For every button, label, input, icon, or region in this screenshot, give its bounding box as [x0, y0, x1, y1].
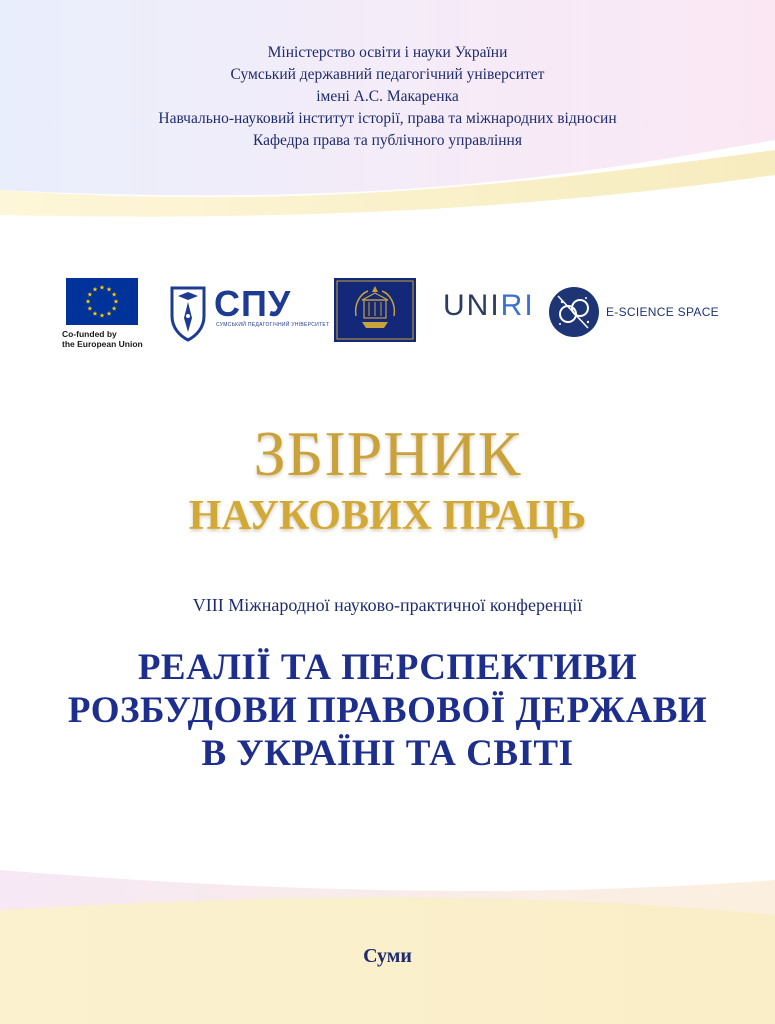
headline-line-1: РЕАЛІЇ ТА ПЕРСПЕКТИВИ: [137, 647, 638, 688]
headline-line-2: РОЗБУДОВИ ПРАВОВОЇ ДЕРЖАВИ: [67, 690, 708, 731]
partner-logos: [0, 276, 775, 356]
bottom-wave-background: [0, 860, 775, 1024]
uniri-text-main: UNI: [443, 289, 501, 322]
ministry-line: Міністерство освіти і науки України: [267, 44, 508, 61]
conference-line: VIII Міжнародної науково-практичної конференції: [192, 595, 583, 615]
collection-title: ЗБІРНИК: [253, 418, 522, 489]
escience-space-text: E-SCIENCE SPACE: [606, 305, 719, 319]
eu-caption-line2: the European Union: [62, 339, 143, 349]
institute-line: Навчально-науковий інститут історії, права та міжнародних відносин: [158, 110, 617, 127]
city-name: Суми: [363, 945, 412, 967]
uniri-wordmark: [443, 290, 535, 322]
university-name-line: імені А.С. Макаренка: [316, 88, 459, 105]
collection-subtitle: НАУКОВИХ ПРАЦЬ: [188, 493, 587, 539]
spu-wordmark: СПУ: [214, 283, 292, 324]
eu-caption: [62, 329, 172, 349]
eu-caption-line1: Co-funded by: [62, 329, 117, 339]
conference-headline: [0, 646, 775, 775]
headline-line-3: В УКРАЇНІ ТА СВІТІ: [201, 733, 574, 774]
eu-flag-icon: [66, 278, 138, 325]
university-line: Сумський державний педагогічний університет: [230, 66, 545, 83]
institute-emblem-icon: [334, 278, 416, 342]
institution-header: [0, 42, 775, 152]
escience-space-icon: [548, 286, 600, 338]
department-line: Кафедра права та публічного управління: [252, 132, 522, 149]
uniri-text-accent: RI: [500, 289, 535, 322]
spu-subtitle: СУМСЬКИЙ ПЕДАГОГІЧНИЙ УНІВЕРСИТЕТ: [216, 322, 330, 328]
spu-shield-icon: [168, 282, 208, 342]
